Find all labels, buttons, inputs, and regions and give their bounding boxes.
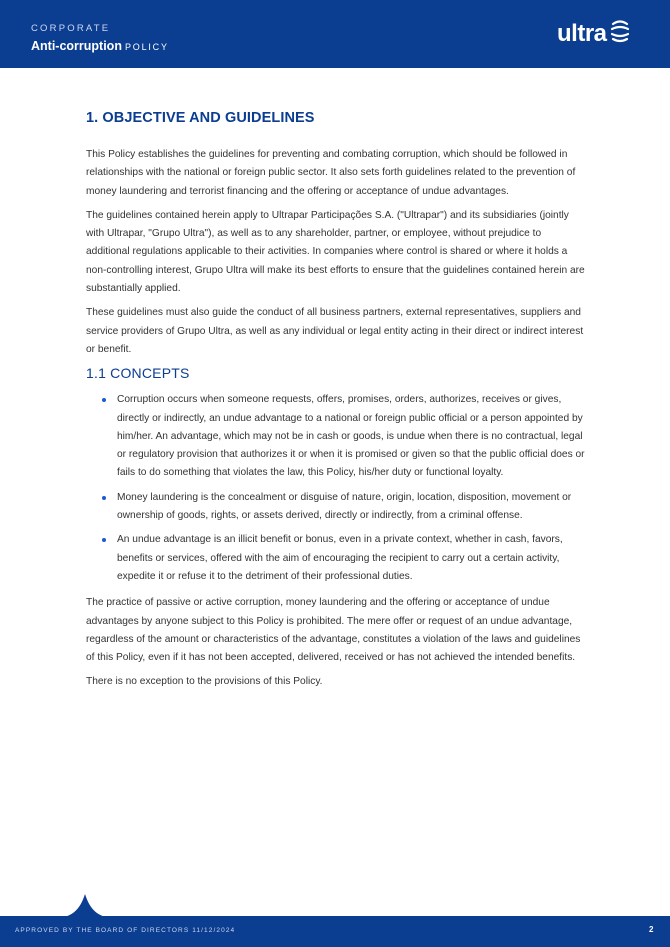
logo-text: ultra [557, 20, 607, 47]
body-paragraph: The guidelines contained herein apply to Ultrapar Participações S.A. ("Ultrapar") and its subsidiaries (jointly with Ultrapar, "Grupo Ultra"), as well as to any shareholder, partner, or employee, without prejudice to additional regulations applicable to their activities. In companies where control is shared or where it holds a non-controlling interest, Grupo Ultra will make its best efforts to ensure that the guidelines contained herein are substantially applied. [86, 209, 585, 295]
body-paragraph: This Policy establishes the guidelines for preventing and combating corruption, which should be followed in relationships with the national or foreign public sector. It also sets forth guidelines related to the prevention of money laundering and terrorist financing and the offering or acceptance of undue advantages. [86, 149, 576, 197]
wave-lines-icon [610, 18, 630, 44]
policy-title-main: Anti-corruption [31, 39, 122, 53]
list-item-text: An undue advantage is an illicit benefit or bonus, even in a private context, whether in cash, favors, benefits or services, offered with the aim of encouraging the recipient to carry out a certain activity, expedite it or refuse it to the detriment of their professional duties. [117, 534, 563, 582]
document-body [86, 110, 586, 698]
list-item [86, 489, 586, 526]
page-number: 2 [649, 925, 654, 934]
corporate-label: CORPORATE [31, 23, 111, 34]
list-item [86, 391, 586, 482]
approval-note: APPROVED BY THE BOARD OF DIRECTORS 11/12/2024 [15, 927, 236, 934]
body-paragraph: The practice of passive or active corruption, money laundering and the offering or acceptance of undue advantages by anyone subject to this Policy is prohibited. The mere offer or request of an undue advantage, regardless of the amount or characteristics of the advantage, constitutes a violation of the laws and guidelines of this Policy, even if it has not been accepted, delivered, received or has not achieved the intended benefits. [86, 597, 581, 664]
bullet-dot-icon [102, 496, 106, 500]
list-item-text: Corruption occurs when someone requests, offers, promises, orders, authorizes, receives or gives, directly or indirectly, an undue advantage to a national or foreign public official or a person appointed by him/her. An advantage, which may not be in cash or goods, is undue when there is no contractual, legal or regulatory provision that authorizes it or when it is promised or given so that the public official does or fails to do something that violates the law, this Policy, his/her duty or functional loyalty. [117, 394, 585, 479]
policy-title [31, 37, 169, 55]
policy-title-suffix: POLICY [124, 42, 169, 52]
body-paragraph: There is no exception to the provisions of this Policy. [86, 676, 323, 688]
list-item-text: Money laundering is the concealment or disguise of nature, origin, location, disposition, movement or ownership of goods, rights, or assets derived, directly or indirectly, from a criminal offense. [117, 491, 572, 522]
bullet-dot-icon [102, 398, 106, 402]
footer-notch-decoration [60, 892, 110, 918]
subsection-heading: 1.1 CONCEPTS [86, 365, 190, 382]
concepts-list [86, 391, 586, 586]
section-heading: 1. OBJECTIVE AND GUIDELINES [86, 110, 315, 126]
list-item [86, 531, 586, 586]
body-paragraph: These guidelines must also guide the conduct of all business partners, external representatives, suppliers and service providers of Grupo Ultra, as well as any individual or legal entity acting in their direct or indirect interest or benefit. [86, 307, 584, 355]
ultra-logo [557, 17, 630, 51]
bullet-dot-icon [102, 538, 106, 542]
